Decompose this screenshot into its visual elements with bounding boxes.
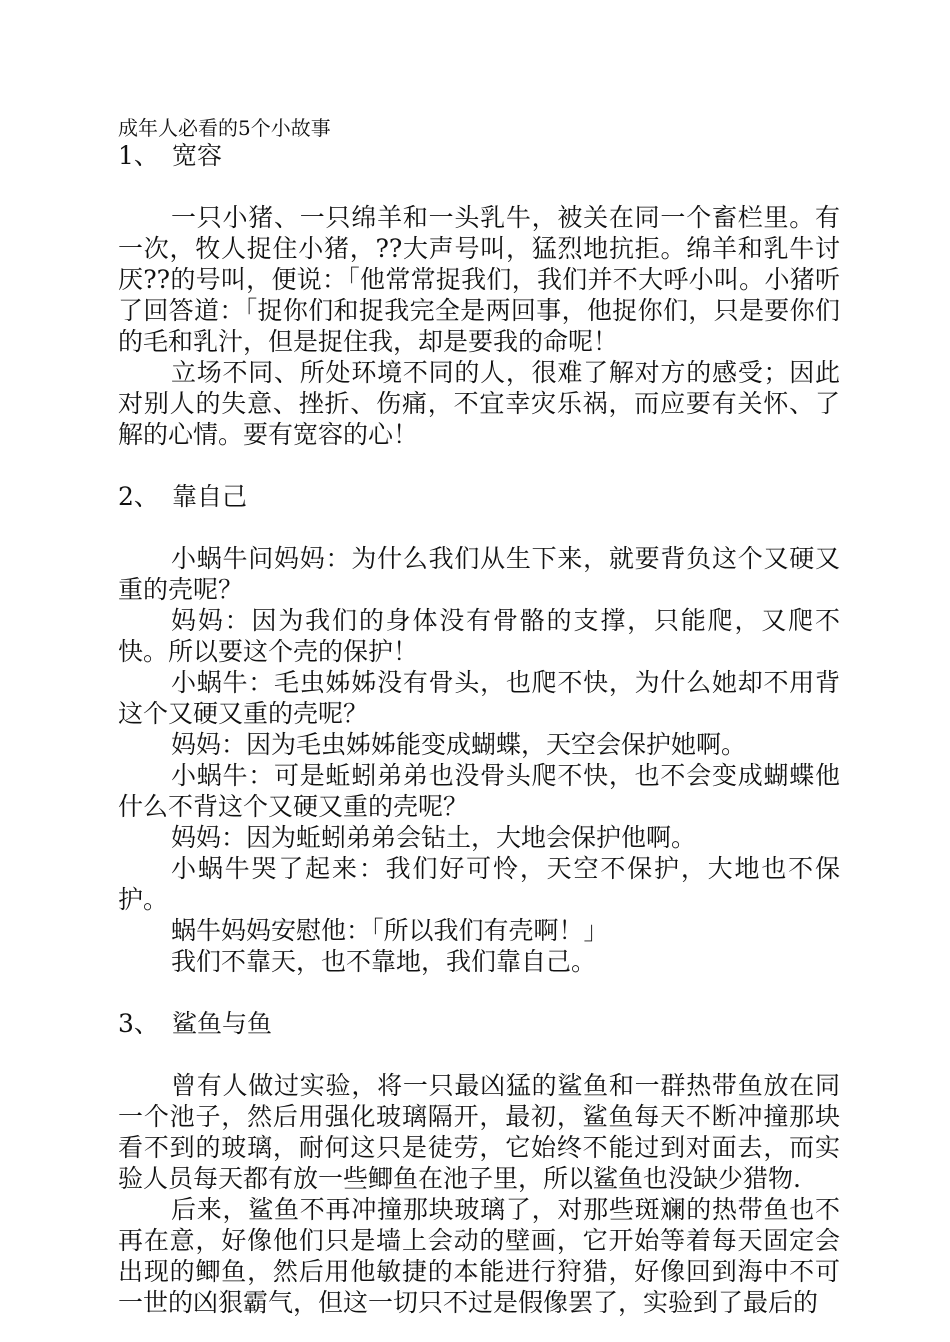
document-body bbox=[118, 140, 840, 1318]
paragraph: 小蜗牛哭了起来：我们好可怜，天空不保护，大地也不保护。 bbox=[118, 854, 840, 914]
document-title: 成年人必看的5个小故事 bbox=[118, 116, 331, 140]
paragraph: 我们不靠天，也不靠地，我们靠自己。 bbox=[171, 947, 597, 976]
paragraph: 妈妈：因为我们的身体没有骨骼的支撑，只能爬，又爬不快。所以要这个壳的保护！ bbox=[118, 606, 840, 666]
paragraph: 曾有人做过实验，将一只最凶猛的鲨鱼和一群热带鱼放在同一个池子，然后用强化玻璃隔开，最初，鲨鱼每天不断冲撞那块看不到的玻璃，耐何这只是徒劳，它始终不能过到对面去，而实验人员每天都有放一些鲫鱼在池子里，所以鲨鱼也没缺少猎物. bbox=[118, 1071, 840, 1193]
paragraph: 小蜗牛：可是蚯蚓弟弟也没骨头爬不快，也不会变成蝴蝶他什么不背这个又硬又重的壳呢？ bbox=[118, 761, 840, 821]
paragraph: 立场不同、所处环境不同的人，很难了解对方的感受；因此对别人的失意、挫折、伤痛，不宜幸灾乐祸，而应要有关怀、了解的心情。要有宽容的心！ bbox=[118, 358, 840, 449]
section-number: 3、 bbox=[118, 1009, 159, 1038]
section-title: 宽容 bbox=[172, 141, 223, 170]
paragraph: 一只小猪、一只绵羊和一头乳牛，被关在同一个畜栏里。有一次，牧人捉住小猪，??大声号叫，猛烈地抗拒。绵羊和乳牛讨厌??的号叫，便说：「他常常捉我们，我们并不大呼小叫。小猪听了回答道：「捉你们和捉我完全是两回事，他捉你们，只是要你们的毛和乳汁，但是捉住我，却是要我的命呢！ bbox=[118, 203, 840, 356]
paragraph: 小蜗牛问妈妈：为什么我们从生下来，就要背负这个又硬又重的壳呢？ bbox=[118, 544, 840, 604]
section-heading-1 bbox=[118, 140, 840, 171]
paragraph: 妈妈：因为毛虫姊姊能变成蝴蝶，天空会保护她啊。 bbox=[171, 730, 747, 759]
section-heading-2 bbox=[118, 481, 840, 512]
section-number: 2、 bbox=[118, 482, 159, 511]
section-title: 靠自己 bbox=[172, 482, 248, 511]
paragraph: 蜗牛妈妈安慰他：「所以我们有壳啊！」 bbox=[171, 916, 609, 945]
section-number: 1、 bbox=[118, 141, 159, 170]
paragraph: 小蜗牛：毛虫姊姊没有骨头，也爬不快，为什么她却不用背这个又硬又重的壳呢？ bbox=[118, 668, 840, 728]
section-title: 鲨鱼与鱼 bbox=[172, 1009, 273, 1038]
section-heading-3 bbox=[118, 1008, 840, 1039]
paragraph: 后来，鲨鱼不再冲撞那块玻璃了，对那些斑斓的热带鱼也不再在意，好像他们只是墙上会动的壁画，它开始等着每天固定会出现的鲫鱼，然后用他敏捷的本能进行狩猎，好像回到海中不可一世的凶狠霸气，但这一切只不过是假像罢了，实验到了最后的 bbox=[118, 1195, 840, 1317]
paragraph: 妈妈：因为蚯蚓弟弟会钻土，大地会保护他啊。 bbox=[171, 823, 697, 852]
